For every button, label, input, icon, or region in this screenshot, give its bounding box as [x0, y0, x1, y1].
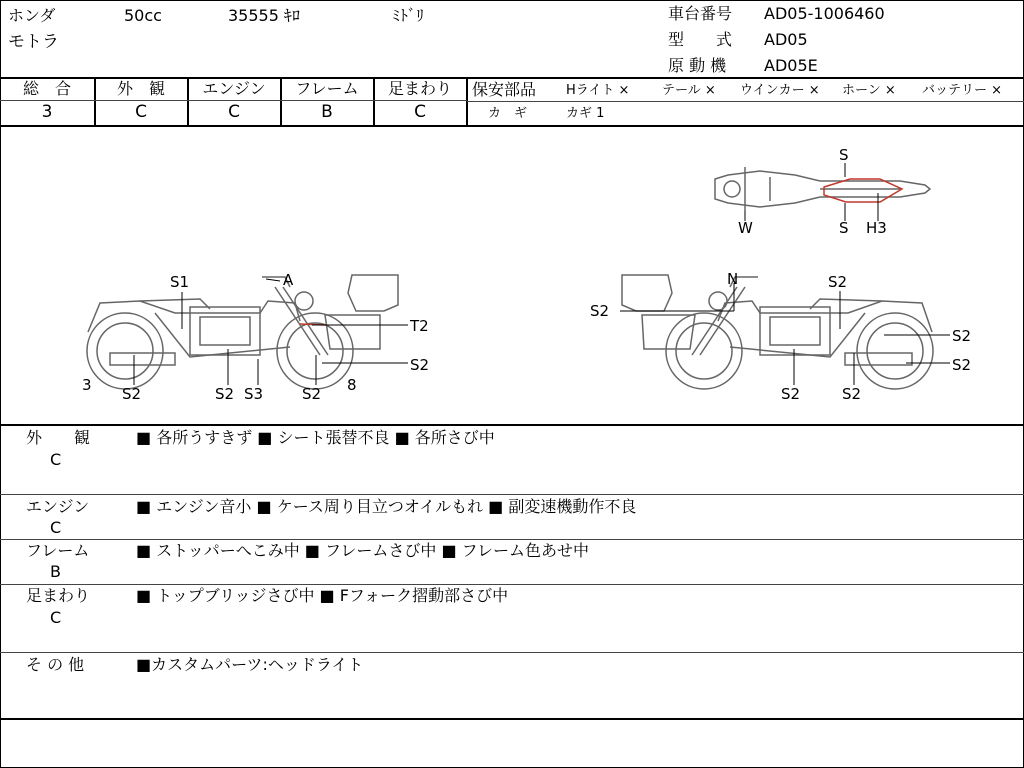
label-top-s-b: S — [839, 219, 849, 237]
grade-engine-label: エンジン — [202, 79, 266, 98]
remark-suspension-grade: C — [50, 608, 62, 627]
mileage: 35555 ｷﾛ — [228, 6, 300, 25]
remark-exterior-text: ■ 各所うすきず ■ シート張替不良 ■ 各所さび中 — [136, 428, 495, 447]
safety-headlight: Hライト × — [566, 83, 630, 98]
label-left-s2-a: S2 — [410, 356, 430, 374]
grade-total-label: 総 合 — [22, 79, 71, 98]
key-value: カギ 1 — [566, 106, 605, 121]
engine-label: 原 動 機 — [668, 56, 727, 75]
right-bike-outline — [622, 275, 933, 389]
label-left-a: A — [283, 271, 294, 289]
remark-frame-grade: B — [50, 562, 61, 581]
divider — [0, 100, 467, 101]
label-right-s2-d: S2 — [952, 356, 972, 374]
label-right-s2-a: S2 — [828, 273, 848, 291]
divider — [0, 494, 1024, 495]
label-top-w: W — [738, 219, 753, 237]
grade-total-value: 3 — [41, 102, 53, 122]
label-right-n: N — [727, 270, 739, 288]
safety-tail: テール × — [662, 83, 716, 98]
grade-suspension-value: C — [414, 102, 426, 122]
color: ﾐﾄﾞﾘ — [392, 6, 425, 25]
top-bike-outline — [715, 167, 930, 211]
remark-other-label: そ の 他 — [26, 655, 85, 674]
safety-horn: ホーン × — [842, 83, 896, 98]
label-left-s2-b: S2 — [302, 385, 322, 403]
displacement: 50cc — [124, 6, 162, 25]
label-left-s3: S3 — [244, 385, 264, 403]
remark-engine-text: ■ エンジン音小 ■ ケース周り目立つオイルもれ ■ 副変速機動作不良 — [136, 497, 637, 516]
type-label: 型 式 — [668, 30, 733, 49]
remark-engine-label: エンジン — [26, 497, 90, 516]
remark-exterior-label: 外 観 — [26, 428, 91, 447]
frame-no: AD05-1006460 — [764, 4, 885, 23]
label-left-3: 3 — [82, 376, 92, 394]
remark-engine-grade: C — [50, 518, 62, 537]
label-right-s2-e: S2 — [781, 385, 801, 403]
label-right-s2-c: S2 — [952, 327, 972, 345]
label-top-h3: H3 — [866, 219, 887, 237]
label-left-s1: S1 — [170, 273, 190, 291]
bike-diagram — [0, 127, 1024, 423]
label-right-s2-b: S2 — [590, 302, 610, 320]
grade-suspension-label: 足まわり — [387, 79, 452, 98]
divider — [0, 539, 1024, 540]
divider — [0, 652, 1024, 653]
divider — [0, 584, 1024, 585]
key-label: カ ギ — [488, 106, 528, 121]
remark-exterior-grade: C — [50, 450, 62, 469]
grade-exterior-label: 外 観 — [116, 79, 165, 98]
maker: ホンダ — [8, 6, 56, 25]
frame-no-label: 車台番号 — [668, 4, 733, 23]
engine-value: AD05E — [764, 56, 818, 75]
label-top-s-a: S — [839, 146, 849, 164]
divider — [0, 424, 1024, 426]
remark-other-text: ■カスタムパーツ:ヘッドライト — [136, 655, 364, 674]
remark-suspension-label: 足まわり — [26, 586, 91, 605]
label-left-s2-d: S2 — [122, 385, 142, 403]
safety-battery: バッテリー × — [922, 83, 1003, 98]
remark-suspension-text: ■ トップブリッジさび中 ■ Fフォーク摺動部さび中 — [136, 586, 509, 605]
safety-label: 保安部品 — [472, 80, 537, 99]
type-value: AD05 — [764, 30, 808, 49]
remark-frame-label: フレーム — [26, 541, 90, 560]
label-left-t2: T2 — [410, 317, 429, 335]
grade-engine-value: C — [228, 102, 240, 122]
safety-winker: ウインカー × — [740, 83, 820, 98]
model-name: モトラ — [8, 32, 59, 52]
label-left-8: 8 — [347, 376, 357, 394]
divider — [467, 101, 1024, 102]
label-left-s2-c: S2 — [215, 385, 235, 403]
grade-frame-label: フレーム — [295, 79, 359, 98]
grade-frame-value: B — [321, 102, 333, 122]
divider — [0, 718, 1024, 720]
remark-frame-text: ■ ストッパーへこみ中 ■ フレームさび中 ■ フレーム色あせ中 — [136, 541, 590, 560]
label-right-s2-f: S2 — [842, 385, 862, 403]
grade-exterior-value: C — [135, 102, 147, 122]
